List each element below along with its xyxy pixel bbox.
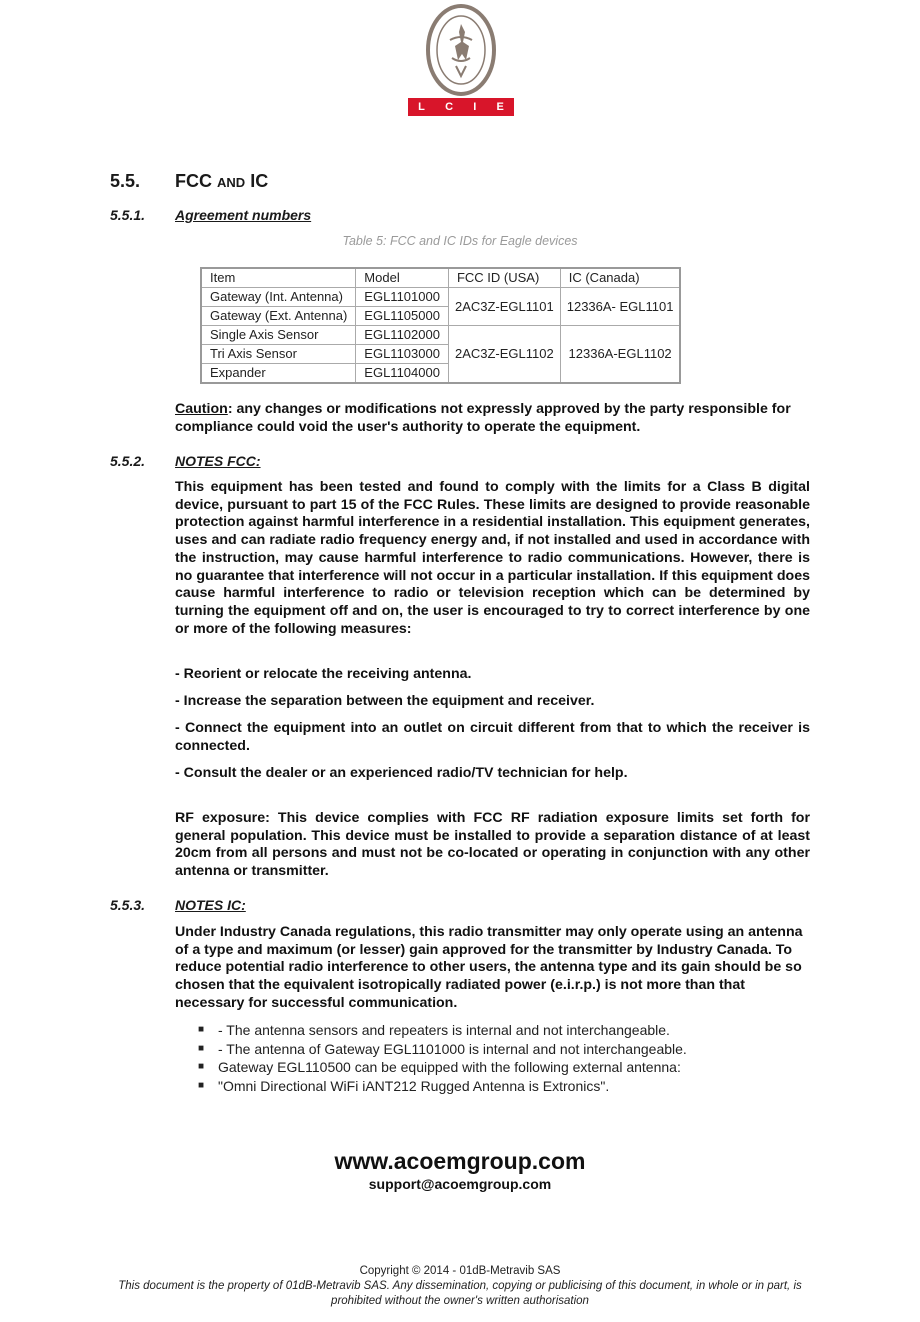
ic-bullet-list xyxy=(198,1021,687,1095)
table-caption: Table 5: FCC and IC IDs for Eagle devices xyxy=(342,234,578,248)
bullet-square-icon: ■ xyxy=(198,1024,205,1035)
table-row xyxy=(201,288,680,307)
model-cell: EGL1101000 xyxy=(356,288,449,307)
section-number: 5.5. xyxy=(110,171,141,191)
fcc-id-cell: 2AC3Z-EGL1101 xyxy=(448,288,560,326)
subsection-title: Agreement numbers xyxy=(175,207,312,223)
measure-item: - Increase the separation between the equipment and receiver. xyxy=(175,693,595,709)
caution-paragraph xyxy=(175,401,810,436)
fcc-id-cell: 2AC3Z-EGL1102 xyxy=(448,326,560,384)
lcie-letter: L xyxy=(418,101,425,113)
list-item: ■ "Omni Directional WiFi iANT212 Rugged Antenna is Extronics". xyxy=(198,1077,610,1094)
legal-notice: This document is the property of 01dB-Metravib SAS. Any dissemination, copying or publicising of this document, in whole or in part, is prohibited without the owner's written authorisation xyxy=(118,1280,802,1307)
ic-paragraph: Under Industry Canada regulations, this radio transmitter may only operate using an antenna of a type and maximum (or lesser) gain approved for the transmitter by Industry Canada. To reduce potential radio interference to other users, the antenna type and its gain should be so chosen that the equivalent isotropically radiated power (e.i.r.p.) is not more than that necessary for successful communication. xyxy=(175,924,803,1011)
lcie-bar xyxy=(408,98,514,116)
list-item: ■ - The antenna sensors and repeaters is internal and not interchangeable. xyxy=(198,1022,670,1038)
item-cell: Gateway (Ext. Antenna) xyxy=(201,307,356,326)
header-cell: Item xyxy=(201,268,356,288)
lcie-letter: C xyxy=(445,101,454,113)
caution-label: Caution xyxy=(175,401,228,417)
copyright-text: Copyright © 2014 - 01dB-Metravib SAS xyxy=(359,1265,561,1277)
fcc-ic-table xyxy=(200,267,681,384)
website-link[interactable]: www.acoemgroup.com xyxy=(334,1148,586,1174)
subsection-title: NOTES FCC: xyxy=(175,453,261,469)
table-header-row xyxy=(201,268,680,288)
model-cell: EGL1105000 xyxy=(356,307,449,326)
lcie-letter: E xyxy=(496,101,504,113)
support-email-link[interactable]: support@acoemgroup.com xyxy=(368,1176,552,1192)
ic-id-cell: 12336A-EGL1102 xyxy=(560,326,680,384)
bullet-square-icon: ■ xyxy=(198,1079,205,1091)
subsection-number: 5.5.2. xyxy=(110,453,146,469)
lcie-letter: I xyxy=(473,101,477,113)
list-item: ■ Gateway EGL110500 can be equipped with the following external antenna: xyxy=(198,1059,681,1075)
fcc-paragraph: This equipment has been tested and found to comply with the limits for a Class B digital device, pursuant to part 15 of the FCC Rules. These limits are designed to provide reasonable protection against harmful interference in a residential installation. This equipment generates, uses and can radiate radio frequency energy and, if not installed and used in accordance with the instruction, may cause harmful interference to radio communications. However, there is no guarantee that interference will not occur in a particular installation. If this equipment does cause harmful interference to radio or television reception which can be determined by turning the equipment off and on, the user is encouraged to try to correct interference by one or more of the following measures: xyxy=(175,479,810,637)
model-cell: EGL1102000 xyxy=(356,326,449,345)
list-item: ■ - The antenna of Gateway EGL1101000 is internal and not interchangeable. xyxy=(198,1040,687,1057)
header-cell: FCC ID (USA) xyxy=(448,268,560,288)
item-cell: Gateway (Int. Antenna) xyxy=(201,288,356,307)
header-cell: Model xyxy=(356,268,449,288)
model-cell: EGL1104000 xyxy=(356,364,449,384)
model-cell: EGL1103000 xyxy=(356,345,449,364)
bullet-square-icon: ■ xyxy=(198,1042,205,1054)
caution-text: : any changes or modifications not expressly approved by the party responsible for compliance could void the user's authority to operate the equipment. xyxy=(175,401,791,435)
header-cell: IC (Canada) xyxy=(560,268,680,288)
item-cell: Tri Axis Sensor xyxy=(201,345,356,364)
subsection-number: 5.5.3. xyxy=(110,897,146,913)
bullet-square-icon: ■ xyxy=(198,1061,205,1072)
measure-item: - Reorient or relocate the receiving antenna. xyxy=(175,666,472,682)
seal-emblem-icon xyxy=(408,0,514,98)
section-title: FCC AND IC xyxy=(175,171,269,191)
bureau-veritas-logo xyxy=(408,0,514,118)
measure-item: - Connect the equipment into an outlet on circuit different from that to which the receiver is connected. xyxy=(175,720,810,754)
subsection-title: NOTES IC: xyxy=(175,897,246,913)
ic-id-cell: 12336A- EGL1101 xyxy=(560,288,680,326)
measure-item: - Consult the dealer or an experienced radio/TV technician for help. xyxy=(175,765,628,781)
subsection-number: 5.5.1. xyxy=(110,207,146,223)
item-cell: Expander xyxy=(201,364,356,384)
item-cell: Single Axis Sensor xyxy=(201,326,356,345)
table-row xyxy=(201,326,680,345)
rf-exposure-paragraph: RF exposure: This device complies with FCC RF radiation exposure limits set forth for general population. This device must be installed to provide a separation distance of at least 20cm from all persons and must not be co-located or operating in conjunction with any other antenna or transmitter. xyxy=(175,810,810,880)
